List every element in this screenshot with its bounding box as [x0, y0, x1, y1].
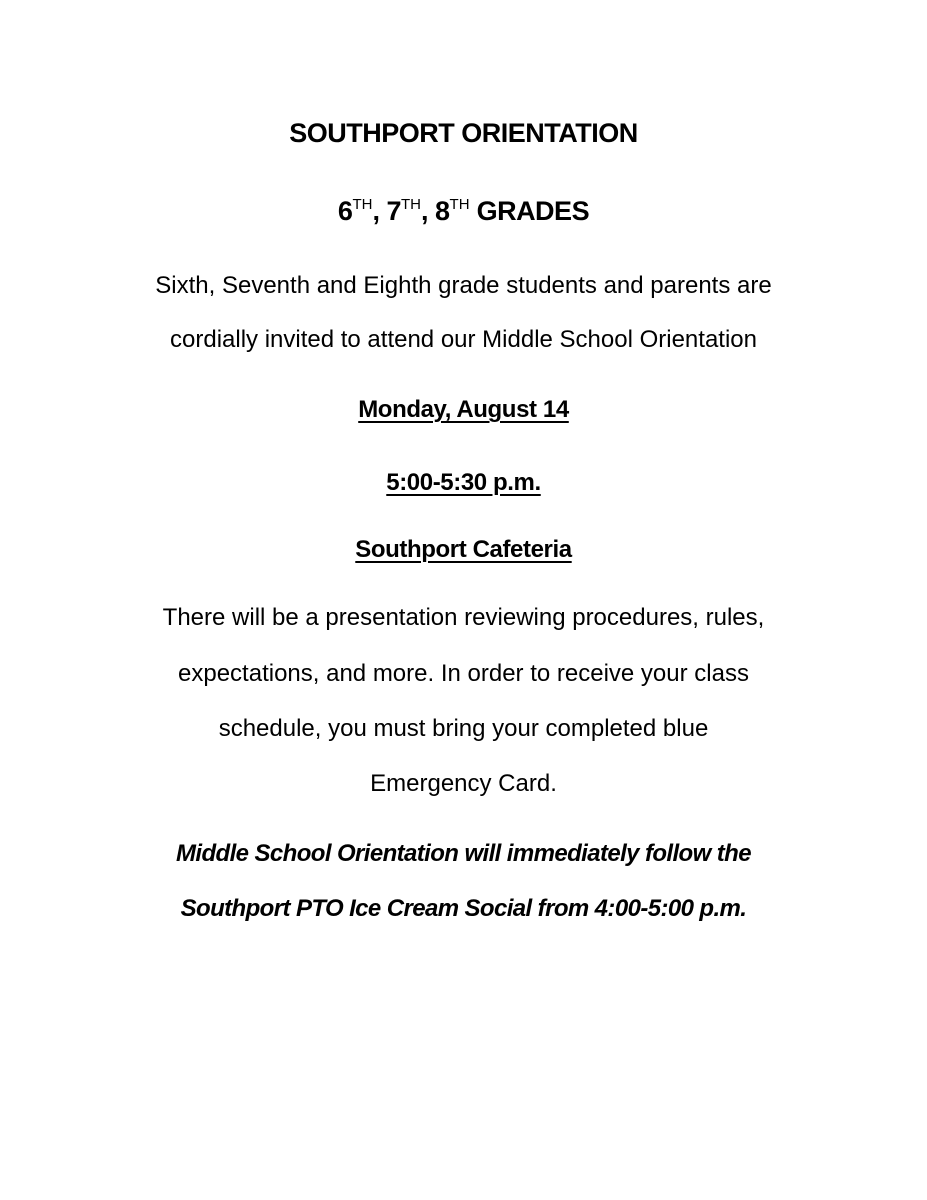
event-location	[0, 536, 927, 564]
description-line: schedule, you must bring your completed blue	[218, 715, 709, 742]
note-line: Southport PTO Ice Cream Social from 4:00-5:00 p.m.	[180, 895, 747, 922]
grade-separator	[470, 196, 477, 226]
intro-line: Sixth, Seventh and Eighth grade students and parents are	[155, 272, 772, 299]
grades-heading	[0, 196, 927, 227]
event-date	[0, 396, 927, 424]
event-time	[0, 469, 927, 497]
grade-separator: ,	[372, 196, 387, 226]
event-time-text: 5:00-5:30 p.m.	[386, 469, 541, 496]
description-line: Emergency Card.	[370, 770, 557, 797]
flyer-title: SOUTHPORT ORIENTATION	[289, 118, 638, 148]
event-location-text: Southport Cafeteria	[355, 536, 572, 563]
grade-8-number: 8	[435, 196, 450, 226]
grade-8-suffix: TH	[449, 196, 470, 213]
grade-6-suffix: TH	[352, 196, 373, 213]
description-line: expectations, and more. In order to receive your class	[178, 660, 749, 687]
grade-7-number: 7	[386, 196, 401, 226]
description-line: There will be a presentation reviewing procedures, rules,	[162, 604, 765, 631]
grade-separator: ,	[421, 196, 436, 226]
grade-6-number: 6	[337, 196, 353, 226]
grades-word: GRADES	[476, 196, 590, 226]
grade-7-suffix: TH	[401, 196, 421, 213]
event-date-text: Monday, August 14	[358, 396, 569, 423]
note-line: Middle School Orientation will immediately follow the	[176, 840, 751, 867]
intro-line: cordially invited to attend our Middle School Orientation	[170, 326, 757, 353]
